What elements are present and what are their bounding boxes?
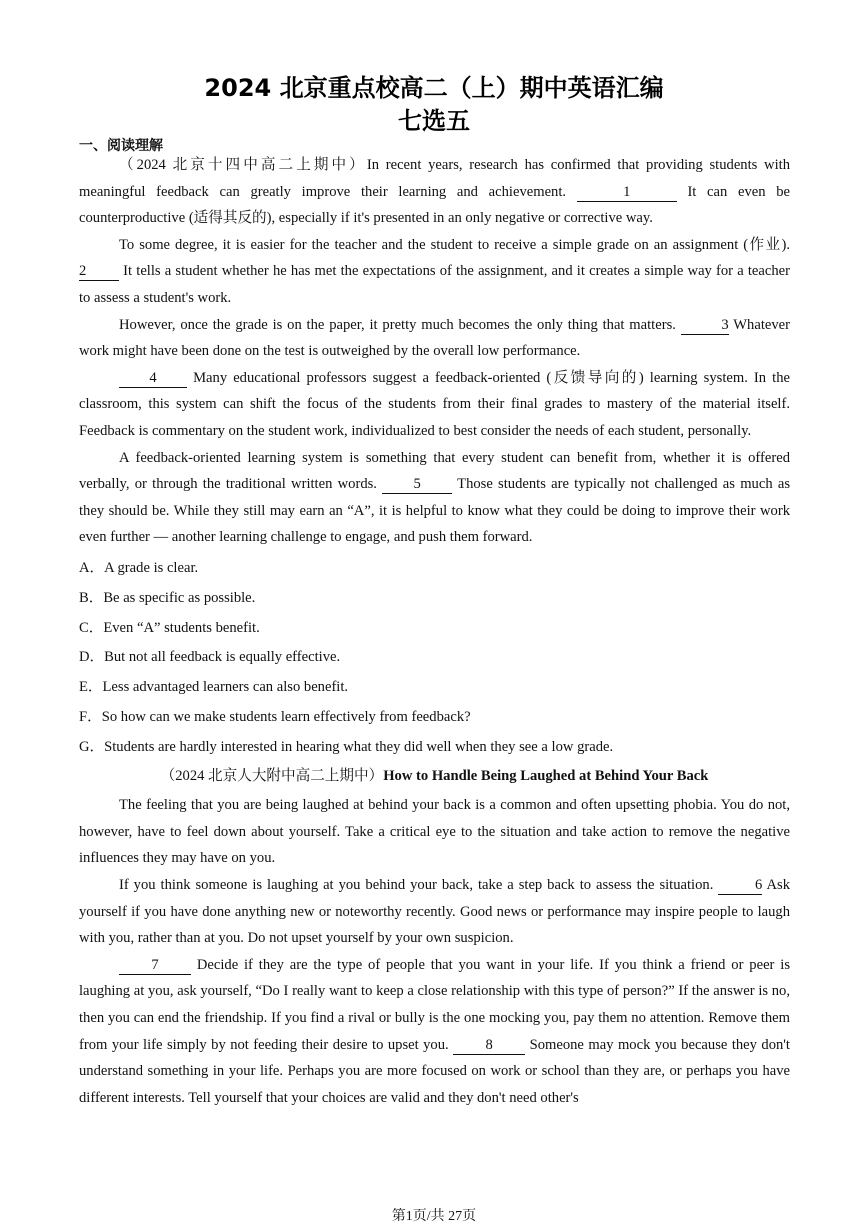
option-g: G．Students are hardly interested in hearing what they did well when they see a low grade.: [79, 738, 614, 755]
passage2-paragraph-2: [79, 872, 790, 952]
document-title: 2024 北京重点校高二（上）期中英语汇编: [204, 74, 664, 102]
answer-blank-1: 1: [577, 183, 677, 202]
answer-blank-2: 2: [79, 262, 119, 281]
option-b: B．Be as specific as possible.: [79, 589, 256, 606]
answer-blank-4: 4: [119, 369, 187, 388]
paragraph-text: Many educational professors suggest a feedback-oriented (反馈导向的) learning system. In the classroom, this system can shift the focus of the students from their final grades to mastery of the material itself. Feedback is commentary on the student work, individualized to best consider the needs of each student, personally.: [79, 369, 790, 439]
paragraph-text: Someone may mock you because they don't understand something in your life. Perhaps you are more focused on work or school than they are, or perhaps you have different interests. Tell yourself that your choices are valid and they don't need other's: [79, 1036, 790, 1106]
answer-blank-6: 6: [718, 876, 762, 895]
paragraph-text: Decide if they are the type of people that you want in your life. If you think a friend or peer is laughing at you, ask yourself, “Do I really want to keep a close relationship with this type of person?” If the answer is no, then you can end the friendship. If you find a rival or bully is the one mocking you, pay them no attention. Remove them from your life simply by not feeding their desire to upset you.: [79, 956, 790, 1053]
option-c: C．Even “A” students benefit.: [79, 619, 260, 636]
passage2-paragraph-1: The feeling that you are being laughed at behind your back is a common and often upsetting phobia. You do not, however, have to feel down about yourself. Take a critical eye to the situation and take action to remove the negative influences they may have on you.: [79, 797, 790, 867]
answer-blank-8: 8: [453, 1036, 525, 1055]
paragraph-text: Whatever work might have been done on the test is outweighed by the overall low performance.: [79, 316, 790, 360]
passage2-source: （2024 北京人大附中高二上期中）: [160, 768, 384, 785]
passage2-title: How to Handle Being Laughed at Behind Your Back: [383, 768, 709, 785]
paragraph-text: A feedback-oriented learning system is something that every student can benefit from, whether it is offered verbally, or through the traditional written words.: [79, 449, 790, 493]
passage2-paragraph-3: [79, 952, 790, 1112]
paragraph-text: If you think someone is laughing at you behind your back, take a step back to assess the situation.: [119, 877, 719, 894]
answer-blank-3: 3: [681, 316, 729, 335]
passage1-paragraph-3: [79, 312, 790, 365]
paragraph-text: To some degree, it is easier for the teacher and the student to receive a simple grade on an assignment (作业).: [119, 236, 790, 253]
document-subtitle: 七选五: [398, 107, 470, 135]
passage1-source: （2024 北京十四中高二上期中）: [119, 157, 367, 173]
answer-blank-7: 7: [119, 956, 191, 975]
option-d: D．But not all feedback is equally effective.: [79, 649, 341, 666]
option-a: A．A grade is clear.: [79, 559, 199, 576]
answer-blank-5: 5: [382, 475, 452, 494]
option-f: F．So how can we make students learn effectively from feedback?: [79, 708, 471, 725]
option-e: E．Less advantaged learners can also benefit.: [79, 679, 349, 696]
paragraph-text: However, once the grade is on the paper, it pretty much becomes the only thing that matters.: [119, 316, 681, 333]
paragraph-text: It can even be counterproductive (适得其反的), especially if it's presented in an only negative or corrective way.: [79, 183, 790, 227]
document-body: [79, 152, 790, 1111]
passage1-paragraph-1: [79, 152, 790, 232]
paragraph-text: It tells a student whether he has met the expectations of the assignment, and it creates a simple way for a teacher to assess a student's work.: [79, 263, 790, 306]
passage2-heading: [79, 762, 790, 792]
paragraph-text: In recent years, research has confirmed that providing students with meaningful feedback can greatly improve their learning and achievement.: [79, 157, 790, 200]
page-footer: 第1页/共 27页: [391, 1209, 477, 1224]
paragraph-text: Ask yourself if you have done anything new or noteworthy recently. Good news or performance may inspire people to laugh with you, rather than at you. Do not upset yourself by your own suspicion.: [79, 877, 791, 947]
passage1-paragraph-5: [79, 445, 790, 551]
passage1-paragraph-2: [79, 232, 790, 312]
passage1-paragraph-4: [79, 365, 790, 445]
paragraph-text: Those students are typically not challenged as much as they should be. While they still may earn an “A”, it is helpful to know what they could be doing to improve their work even further — another learning challenge to engage, and push them forward.: [79, 476, 791, 546]
section-heading: 一、阅读理解: [79, 138, 163, 154]
